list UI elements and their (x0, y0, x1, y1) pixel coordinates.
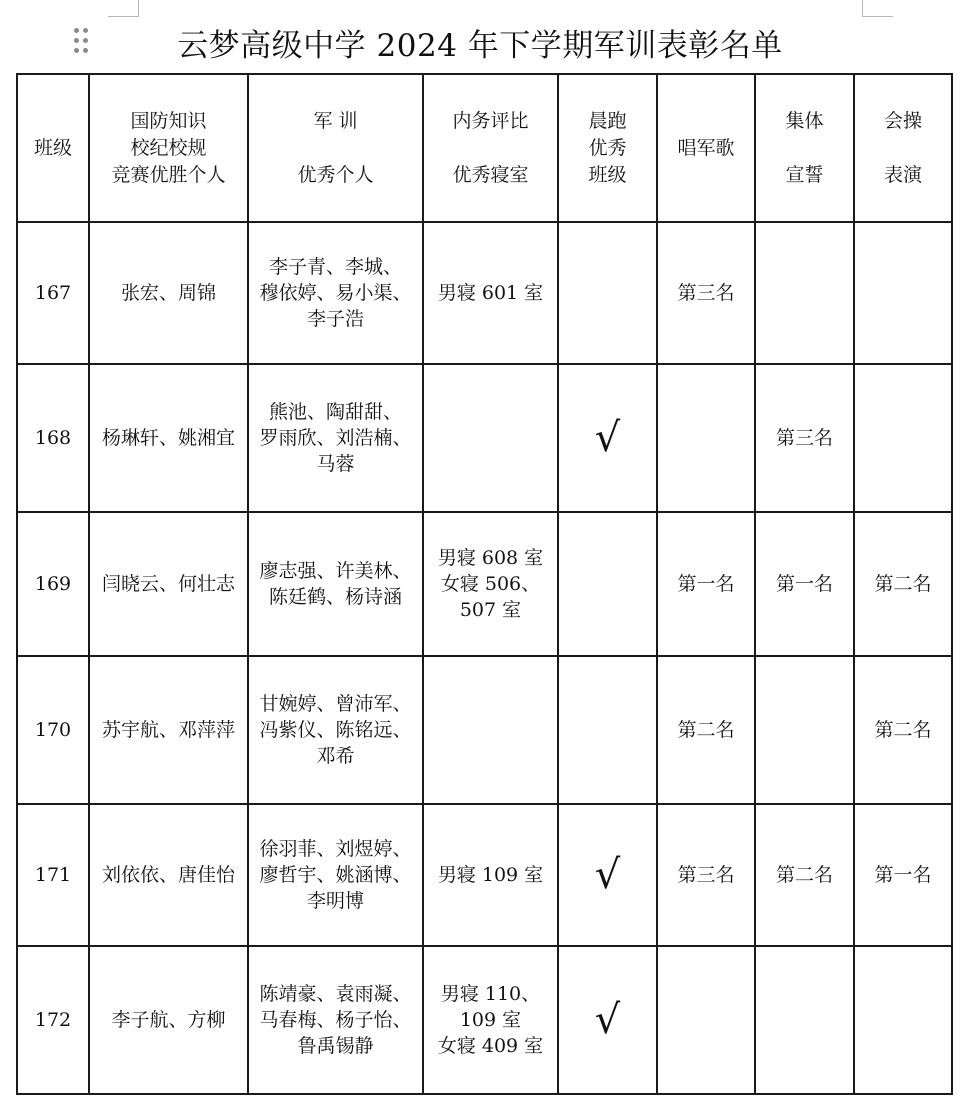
header-morning-run: 晨跑 优秀 班级 (558, 74, 657, 222)
page-corner-mark-right (862, 0, 893, 17)
cell-dorm (423, 656, 558, 804)
cell-morning-run (558, 656, 657, 804)
cell-army-song (657, 946, 755, 1094)
header-dorm-excellent: 内务评比 优秀寝室 (423, 74, 558, 222)
cell-knowledge-winners: 苏宇航、邓萍萍 (89, 656, 248, 804)
table-row (17, 946, 952, 1094)
cell-class: 170 (17, 656, 89, 804)
cell-oath (755, 222, 854, 364)
checkmark-icon: √ (558, 946, 657, 1094)
cell-drill (854, 222, 952, 364)
cell-training-individuals: 徐羽菲、刘煜婷、 廖哲宇、姚涵博、 李明博 (248, 804, 423, 946)
table-row (17, 804, 952, 946)
cell-drill (854, 364, 952, 512)
cell-class: 171 (17, 804, 89, 946)
cell-oath: 第一名 (755, 512, 854, 656)
header-knowledge-contest: 国防知识 校纪校规 竞赛优胜个人 (89, 74, 248, 222)
cell-drill: 第二名 (854, 512, 952, 656)
checkmark-icon: √ (558, 804, 657, 946)
cell-drill (854, 946, 952, 1094)
table-row (17, 656, 952, 804)
cell-army-song (657, 364, 755, 512)
cell-dorm: 男寝 608 室 女寝 506、 507 室 (423, 512, 558, 656)
checkmark-icon: √ (558, 364, 657, 512)
header-class: 班级 (17, 74, 89, 222)
cell-knowledge-winners: 刘依依、唐佳怡 (89, 804, 248, 946)
cell-drill: 第一名 (854, 804, 952, 946)
cell-oath: 第三名 (755, 364, 854, 512)
cell-class: 167 (17, 222, 89, 364)
table-body (17, 222, 952, 1094)
cell-army-song: 第三名 (657, 804, 755, 946)
table-row (17, 364, 952, 512)
page-corner-mark-left (108, 0, 139, 17)
cell-morning-run (558, 512, 657, 656)
cell-oath (755, 656, 854, 804)
cell-army-song: 第二名 (657, 656, 755, 804)
table-row (17, 222, 952, 364)
cell-knowledge-winners: 李子航、方柳 (89, 946, 248, 1094)
cell-oath (755, 946, 854, 1094)
cell-dorm (423, 364, 558, 512)
cell-oath: 第二名 (755, 804, 854, 946)
cell-training-individuals: 陈靖豪、袁雨凝、 马春梅、杨子怡、 鲁禹锡静 (248, 946, 423, 1094)
cell-army-song: 第三名 (657, 222, 755, 364)
cell-knowledge-winners: 闫晓云、何壮志 (89, 512, 248, 656)
cell-morning-run (558, 222, 657, 364)
cell-class: 168 (17, 364, 89, 512)
header-collective-oath: 集体 宣誓 (755, 74, 854, 222)
cell-training-individuals: 熊池、陶甜甜、 罗雨欣、刘浩楠、 马蓉 (248, 364, 423, 512)
table-row (17, 512, 952, 656)
cell-dorm: 男寝 110、 109 室 女寝 409 室 (423, 946, 558, 1094)
document-title: 云梦高级中学 2024 年下学期军训表彰名单 (177, 28, 783, 64)
header-army-song: 唱军歌 (657, 74, 755, 222)
cell-training-individuals: 甘婉婷、曾沛军、 冯紫仪、陈铭远、 邓希 (248, 656, 423, 804)
cell-class: 172 (17, 946, 89, 1094)
cell-knowledge-winners: 杨琳轩、姚湘宜 (89, 364, 248, 512)
header-drill-performance: 会操 表演 (854, 74, 952, 222)
cell-training-individuals: 李子青、李城、 穆依婷、易小渠、 李子浩 (248, 222, 423, 364)
cell-army-song: 第一名 (657, 512, 755, 656)
cell-drill: 第二名 (854, 656, 952, 804)
header-row (17, 74, 952, 222)
header-training-excellent: 军 训 优秀个人 (248, 74, 423, 222)
cell-dorm: 男寝 601 室 (423, 222, 558, 364)
cell-class: 169 (17, 512, 89, 656)
cell-training-individuals: 廖志强、许美林、 陈廷鹤、杨诗涵 (248, 512, 423, 656)
award-table (16, 73, 953, 1095)
cell-knowledge-winners: 张宏、周锦 (89, 222, 248, 364)
cell-dorm: 男寝 109 室 (423, 804, 558, 946)
